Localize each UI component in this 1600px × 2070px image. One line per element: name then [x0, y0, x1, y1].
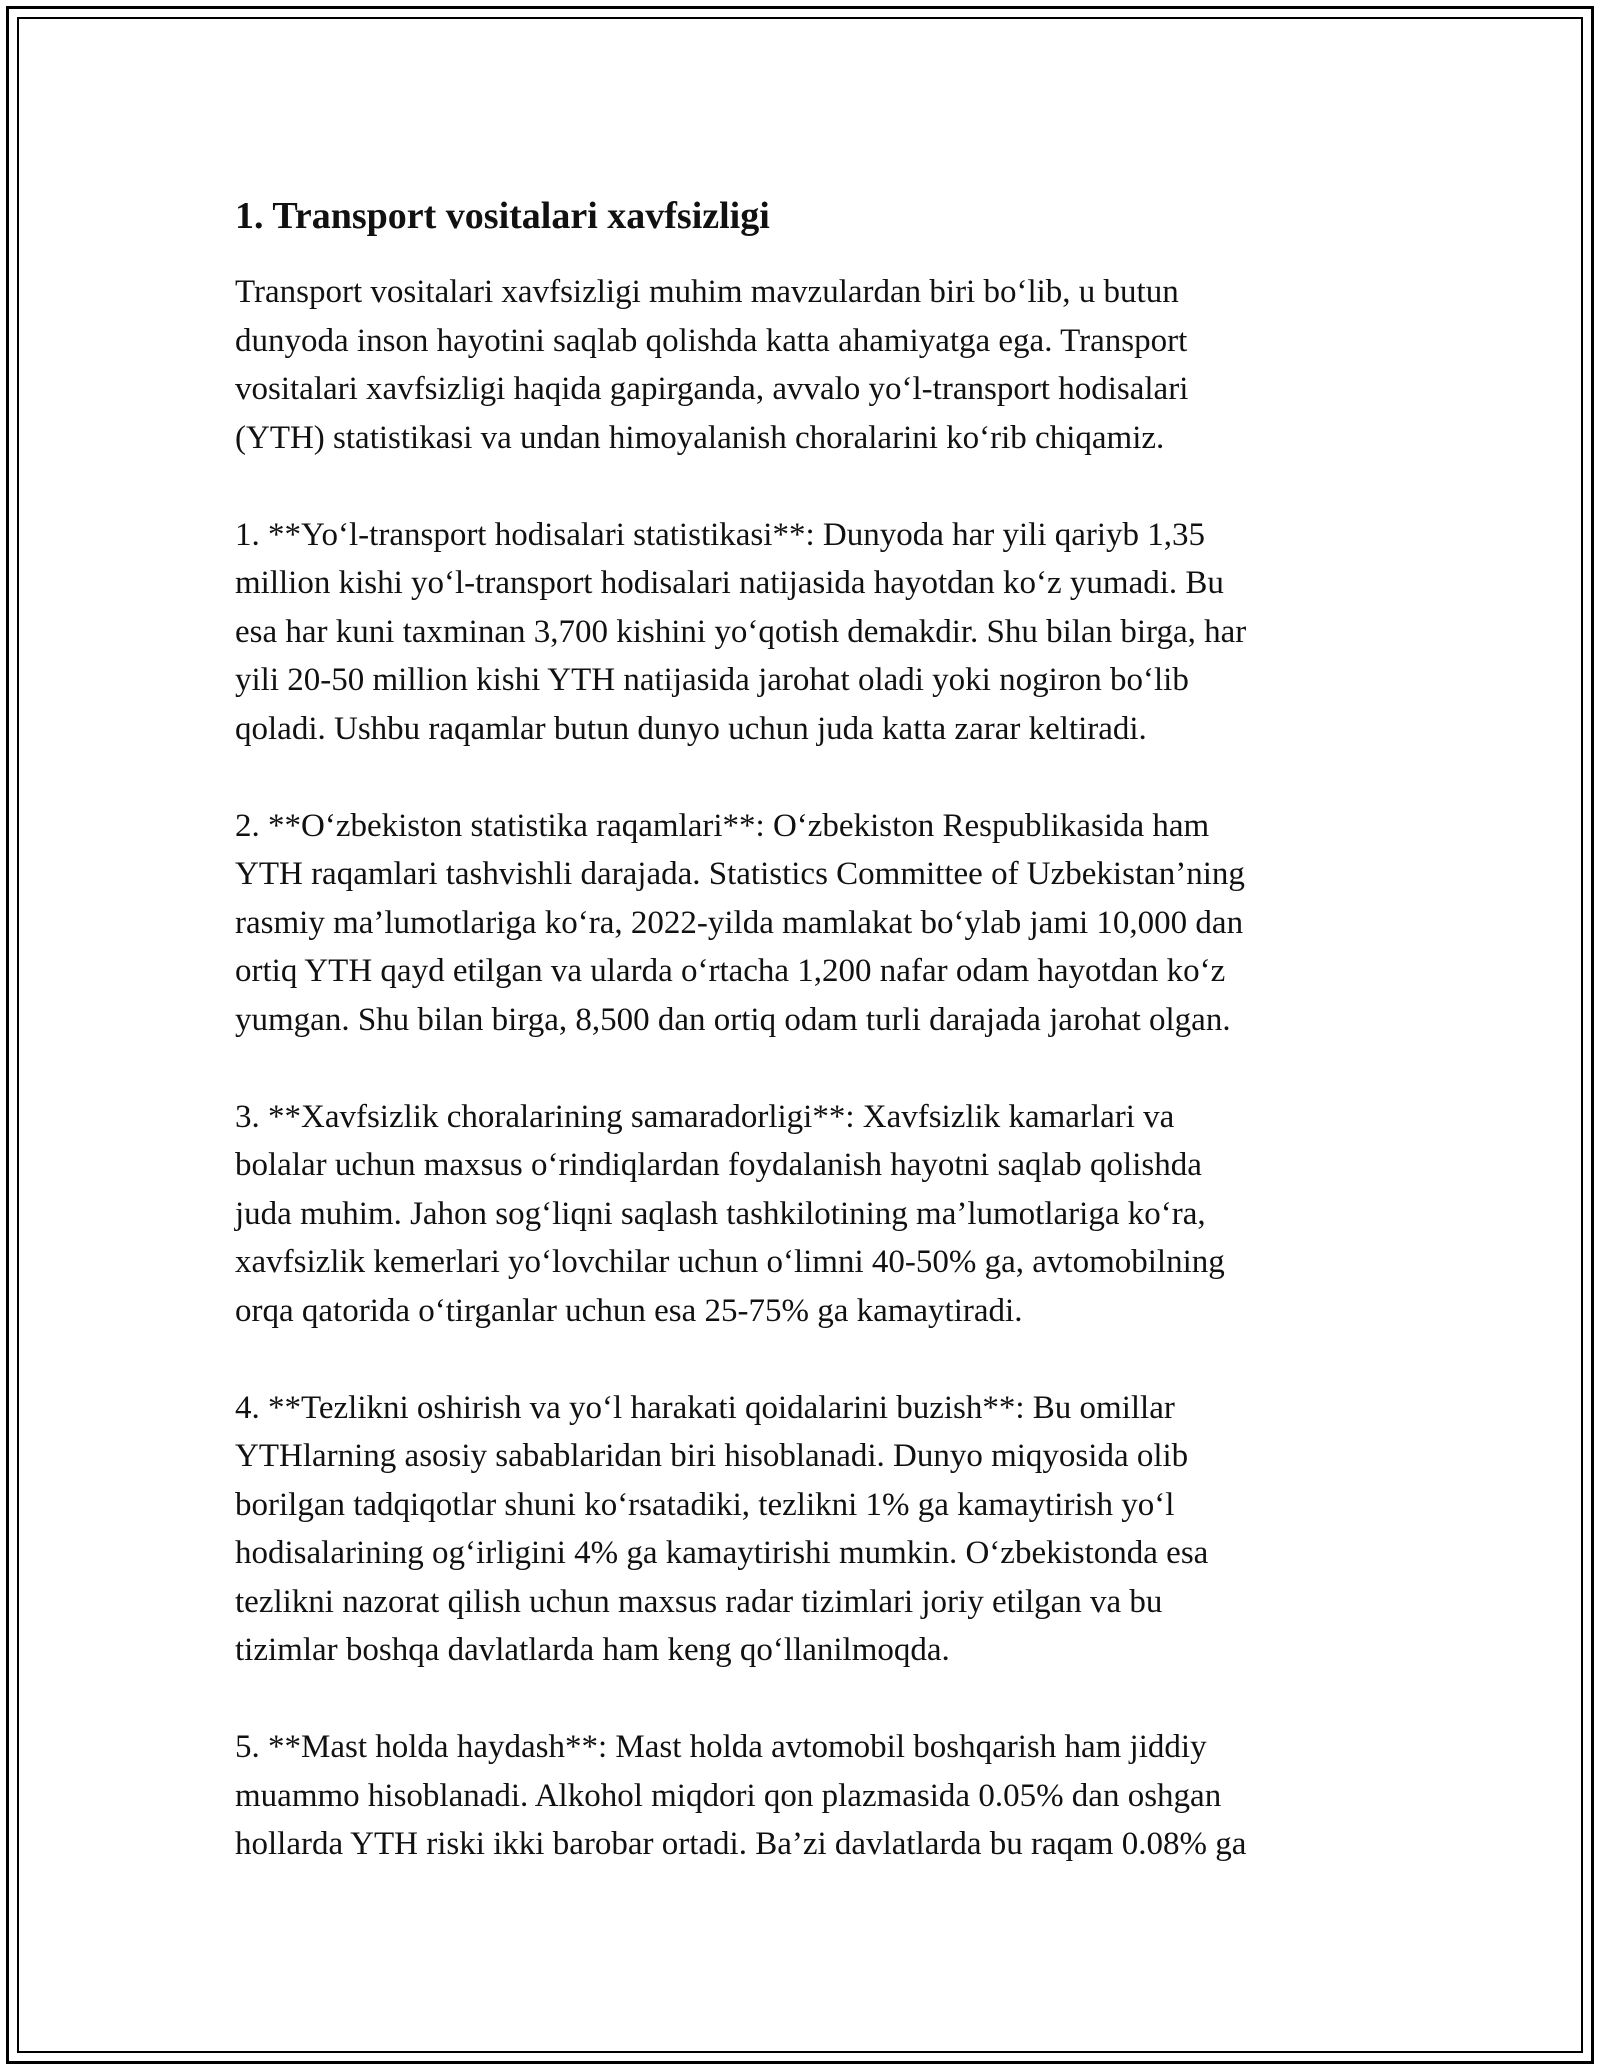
text-line: yili 20-50 million kishi YTH natijasida jarohat oladi yoki nogiron boʻlib	[235, 662, 1189, 698]
text-line: ortiq YTH qayd etilgan va ularda oʻrtacha 1,200 nafar odam hayotdan koʻz	[235, 953, 1226, 989]
text-line: hodisalarining ogʻirligini 4% ga kamaytirishi mumkin. Oʻzbekistonda esa	[235, 1535, 1209, 1571]
text-line: xavfsizlik kemerlari yoʻlovchilar uchun oʻlimni 40-50% ga, avtomobilning	[235, 1244, 1225, 1280]
text-line: hollarda YTH riski ikki barobar ortadi. Ba’zi davlatlarda bu raqam 0.08% ga	[235, 1826, 1247, 1862]
text-line: dunyoda inson hayotini saqlab qolishda katta ahamiyatga ega. Transport	[235, 322, 1188, 359]
text-line: yumgan. Shu bilan birga, 8,500 dan ortiq odam turli darajada jarohat olgan.	[235, 1001, 1231, 1038]
text-line: tizimlar boshqa davlatlarda ham keng qoʻllanilmoqda.	[235, 1632, 950, 1668]
text-line: juda muhim. Jahon sogʻliqni saqlash tashkilotining ma’lumotlariga koʻra,	[235, 1195, 1206, 1232]
text-line: 5. **Mast holda haydash**: Mast holda avtomobil boshqarish ham jiddiy	[235, 1729, 1207, 1765]
section-heading: 1. Transport vositalari xavfsizligi	[235, 195, 770, 237]
paragraph-item-5	[235, 1723, 1385, 1869]
text-line: (YTH) statistikasi va undan himoyalanish choralarini koʻrib chiqamiz.	[235, 419, 1165, 456]
document-body	[235, 188, 1385, 1917]
text-line: muammo hisoblanadi. Alkohol miqdori qon plazmasida 0.05% dan oshgan	[235, 1777, 1222, 1814]
text-line: tezlikni nazorat qilish uchun maxsus radar tizimlari joriy etilgan va bu	[235, 1583, 1163, 1620]
text-line: vositalari xavfsizligi haqida gapirganda, avvalo yoʻl-transport hodisalari	[235, 371, 1189, 407]
text-line: 3. **Xavfsizlik choralarining samaradorligi**: Xavfsizlik kamarlari va	[235, 1098, 1175, 1135]
text-line: 2. **Oʻzbekiston statistika raqamlari**: Oʻzbekiston Respublikasida ham	[235, 807, 1210, 844]
paragraph-item-3	[235, 1093, 1385, 1336]
text-line: Transport vositalari xavfsizligi muhim mavzulardan biri boʻlib, u butun	[235, 274, 1179, 310]
text-line: bolalar uchun maxsus oʻrindiqlardan foydalanish hayotni saqlab qolishda	[235, 1147, 1202, 1183]
text-line: 4. **Tezlikni oshirish va yoʻl harakati qoidalarini buzish**: Bu omillar	[235, 1389, 1175, 1426]
text-line: YTHlarning asosiy sabablaridan biri hisoblanadi. Dunyo miqyosida olib	[235, 1438, 1189, 1474]
text-line: million kishi yoʻl-transport hodisalari natijasida hayotdan koʻz yumadi. Bu	[235, 565, 1224, 601]
text-line: borilgan tadqiqotlar shuni koʻrsatadiki, tezlikni 1% ga kamaytirish yoʻl	[235, 1486, 1175, 1523]
paragraph-item-1	[235, 511, 1385, 754]
text-line: rasmiy ma’lumotlariga koʻra, 2022-yilda mamlakat boʻylab jami 10,000 dan	[235, 904, 1244, 941]
text-line: esa har kuni taxminan 3,700 kishini yoʻqotish demakdir. Shu bilan birga, har	[235, 613, 1247, 650]
text-line: qoladi. Ushbu raqamlar butun dunyo uchun juda katta zarar keltiradi.	[235, 710, 1147, 747]
paragraph-intro	[235, 268, 1385, 462]
text-line: orqa qatorida oʻtirganlar uchun esa 25-75% ga kamaytiradi.	[235, 1292, 1023, 1329]
paragraph-item-2	[235, 802, 1385, 1045]
text-line: YTH raqamlari tashvishli darajada. Statistics Committee of Uzbekistan’ning	[235, 856, 1245, 892]
paragraph-item-4	[235, 1384, 1385, 1675]
text-line: 1. **Yoʻl-transport hodisalari statistikasi**: Dunyoda har yili qariyb 1,35	[235, 516, 1206, 553]
